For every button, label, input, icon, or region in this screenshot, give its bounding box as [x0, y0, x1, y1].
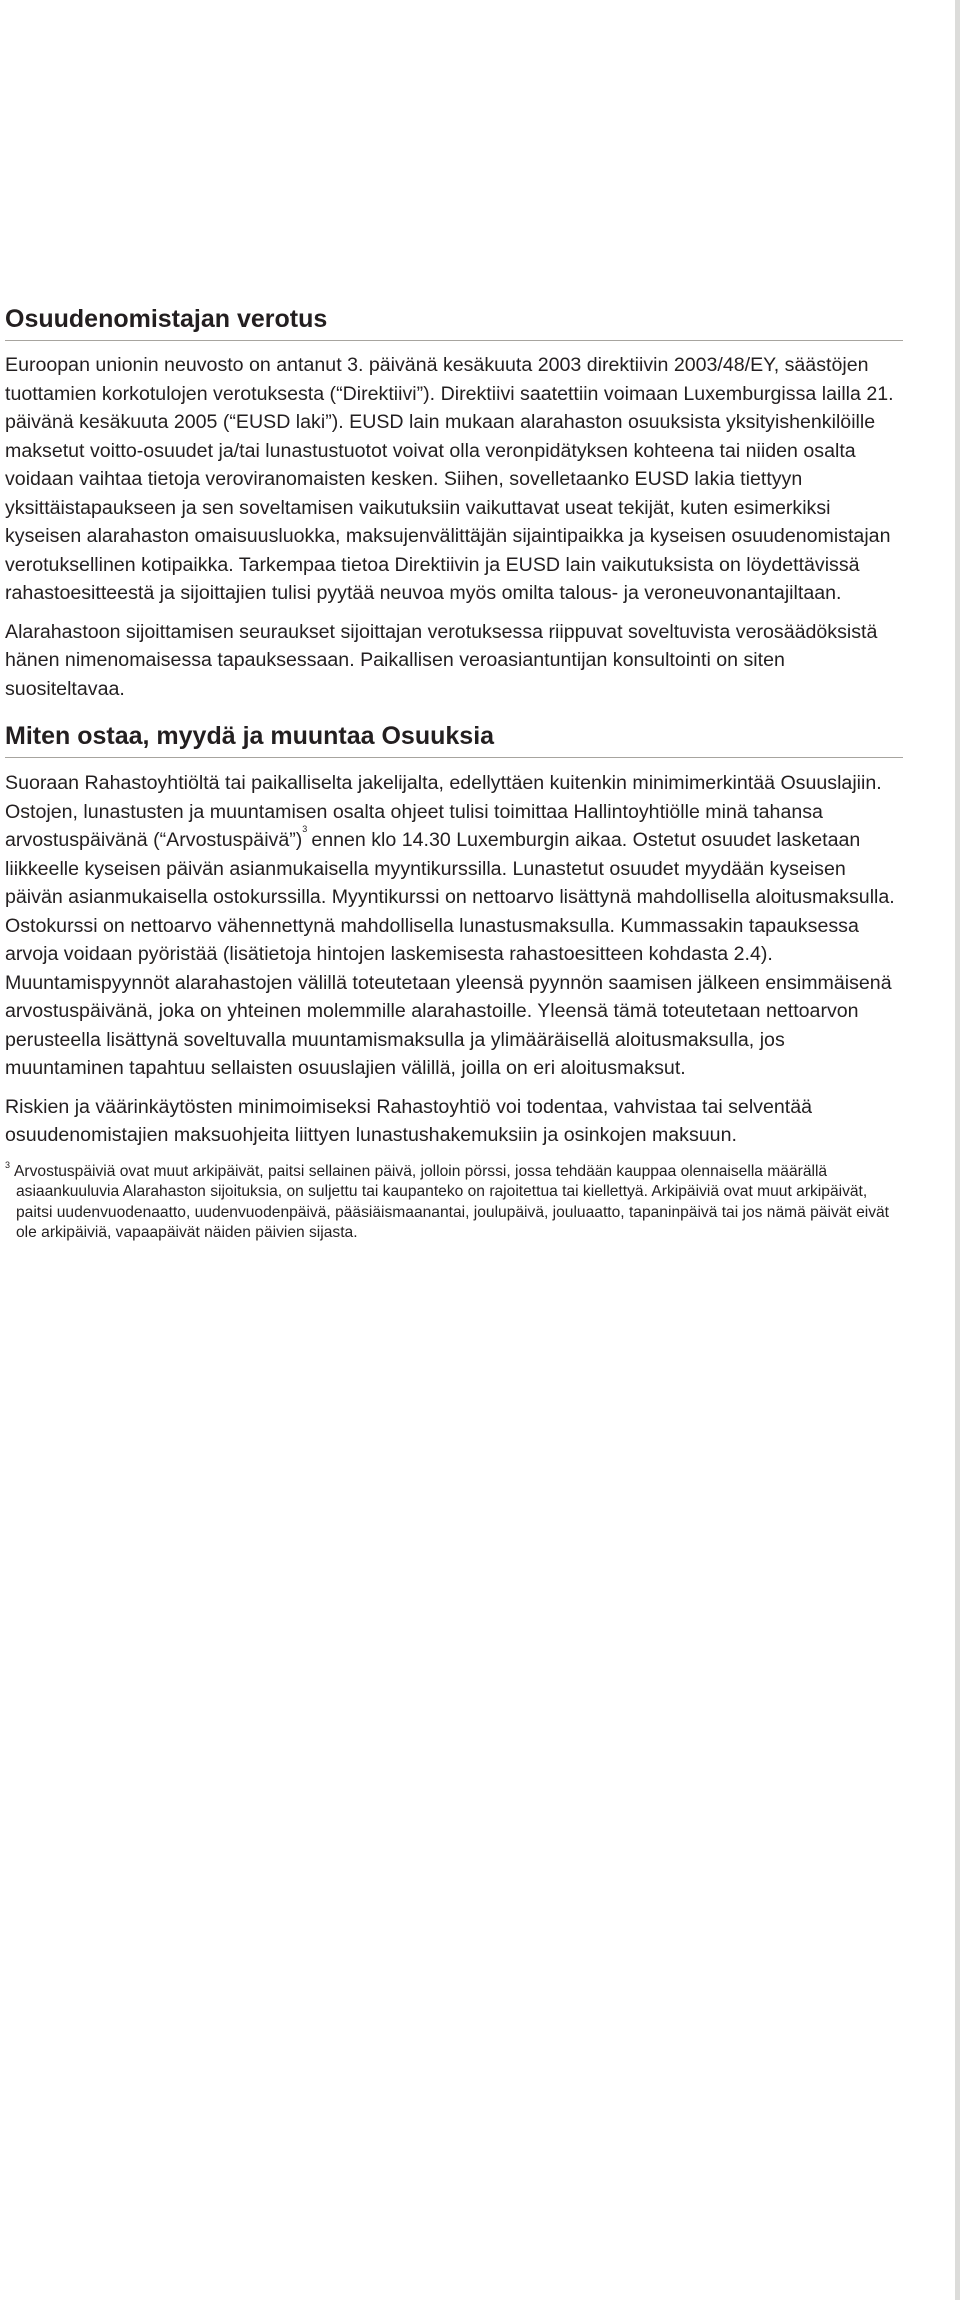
buy-sell-paragraph-1-start: Suoraan Rahastoyhtiöltä tai paikalliselta jakelijalta, edellyttäen kuitenkin minimimerkintää Osuuslajiin. Ostojen, lunastusten ja muuntamisen osalta ohjeet tulisi toimittaa Hallintoyhtiölle minä tahansa arvostuspäivänä (“Arvostuspäivä”): [5, 772, 882, 851]
footnote-reference: 3: [302, 824, 308, 834]
footnote-marker: 3: [5, 1159, 11, 1170]
buy-sell-paragraph-1: [5, 769, 903, 1083]
section-buy-sell-convert: [5, 719, 903, 1150]
buy-sell-paragraph-2: Riskien ja väärinkäytösten minimoimiseksi Rahastoyhtiö voi todentaa, vahvistaa tai selventää osuudenomistajien maksuohjeita liittyen lunastushakemuksiin ja osinkojen maksuun.: [5, 1095, 813, 1146]
taxation-paragraph-1: Euroopan unionin neuvosto on antanut 3. päivänä kesäkuuta 2003 direktiivin 2003/48/EY, säästöjen tuottamien korkotulojen verotuksesta (“Direktiivi”). Direktiivi saatettiin voimaan Luxemburgissa lailla 21. päivänä kesäkuuta 2005 (“EUSD laki”). EUSD lain mukaan alarahaston osuuksista yksityishenkilöille maksetut voitto-osuudet ja/tai lunastustuotot voivat olla veronpidätyksen kohteena tai niiden osalta voidaan vaihtaa tietoja veroviranomaisten kesken. Siihen, sovelletaanko EUSD lakia tiettyyn yksittäistapaukseen ja sen soveltamisen vaikutuksiin vaikuttavat useat tekijät, kuten esimerkiksi kyseisen alarahaston omaisuusluokka, maksujenvälittäjän sijaintipaikka ja kyseisen osuudenomistajan verotuksellinen kotipaikka. Tarkempaa tietoa Direktiivin ja EUSD lain vaikutuksista on löydettävissä rahastoesitteestä ja sijoittajien tulisi pyytää neuvoa myös omilta talous- ja veroneuvonantajiltaan.: [5, 354, 894, 604]
document-body: [5, 302, 903, 1259]
page-edge-strip: [955, 0, 960, 2300]
footnote: [5, 1159, 903, 1244]
taxation-paragraph-2: Alarahastoon sijoittamisen seuraukset sijoittajan verotuksessa riippuvat soveltuvista verosäädöksistä hänen nimenomaisessa tapauksessaan. Paikallisen veroasiantuntijan konsultointi on siten suositeltavaa.: [5, 620, 878, 700]
section-heading-taxation: Osuudenomistajan verotus: [5, 302, 903, 341]
buy-sell-paragraph-1-end: ennen klo 14.30 Luxemburgin aikaa. Ostetut osuudet lasketaan liikkeelle kyseisen päivän asianmukaisella myyntikurssilla. Lunastetut osuudet myydään kyseisen päivän asianmukaisella ostokurssilla. Myyntikurssi on nettoarvo lisättynä mahdollisella aloitusmaksulla. Ostokurssi on nettoarvo vähennettynä mahdollisella lunastusmaksulla. Kummassakin tapauksessa arvoja voidaan pyöristää (lisätietoja hintojen laskemisesta rahastoesitteen kohdasta 2.4). Muuntamispyynnöt alarahastojen välillä toteutetaan yleensä pyynnön saamisen jälkeen ensimmäisenä arvostuspäivänä, joka on yhteinen molemmille alarahastoille. Yleensä tämä toteutetaan nettoarvon perusteella lisättynä soveltuvalla muuntamismaksulla ja ylimääräisellä aloitusmaksulla, jos muuntaminen tapahtuu sellaisten osuuslajien välillä, joilla on eri aloitusmaksut.: [5, 829, 895, 1079]
section-heading-buy-sell-convert: Miten ostaa, myydä ja muuntaa Osuuksia: [5, 719, 903, 758]
footnote-text: Arvostuspäiviä ovat muut arkipäivät, paitsi sellainen päivä, jolloin pörssi, jossa tehdään kauppaa olennaisella määrällä asiaankuuluvia Alarahaston sijoituksia, on suljettu tai kaupanteko on rajoitettua tai kiellettyä. Arkipäiviä ovat muut arkipäivät, paitsi uudenvuodenaatto, uudenvuodenpäivä, pääsiäismaanantai, joulupäivä, jouluaatto, tapaninpäivä tai jos nämä päivät eivät ole arkipäiviä, vapaapäivät näiden päivien sijasta.: [14, 1162, 890, 1241]
section-taxation: [5, 302, 903, 703]
